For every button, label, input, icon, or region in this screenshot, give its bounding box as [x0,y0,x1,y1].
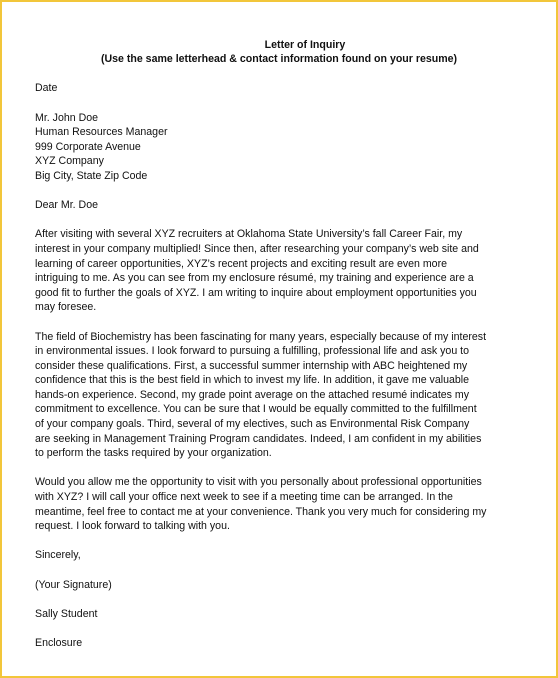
paragraph-line: hands-on experience. Second, my grade point average on the attached resumé indicates my [35,388,470,401]
letter-title: Letter of Inquiry [264,39,346,51]
paragraph-2 [35,330,527,461]
paragraph-line: request. I look forward to talking with you. [35,520,230,533]
paragraph-line: with XYZ? I will call your office next week to see if a meeting time can be arranged. In the [35,491,453,504]
signature-placeholder: (Your Signature) [35,578,112,591]
sender-name: Sally Student [35,607,98,620]
paragraph-line: interest in your company multiplied! Since then, after researching your company’s web site and [35,242,479,255]
paragraph-line: may foresee. [35,301,97,314]
paragraph-line: in environmental issues. I look forward to pursuing a fulfilling, professional life and ask you to [35,345,469,358]
paragraph-line: are seeking in Management Training Program candidates. Indeed, I am confident in my abilities [35,432,482,445]
recipient-title: Human Resources Manager [35,126,168,139]
paragraph-1 [35,227,527,315]
paragraph-line: intriguing to me. As you can see from my enclosure résumé, my training and experience are a [35,272,474,285]
paragraph-line: Would you allow me the opportunity to visit with you personally about professional opportunities [35,476,482,489]
date-line: Date [35,82,58,94]
recipient-company: XYZ Company [35,155,104,168]
recipient-name: Mr. John Doe [35,111,99,124]
paragraph-line: learning of career opportunities, XYZ’s recent projects and exciting result are even more [35,257,447,270]
paragraph-line: of your company goals. Third, several of my electives, such as Environmental Risk Company [35,418,470,431]
paragraph-3 [35,475,527,533]
closing: Sincerely, [35,549,81,562]
paragraph-line: commitment to excellence. You can be sure that I would be equally committed to the fulfillment [35,403,477,416]
paragraph-line: confidence that this is the best field in which to invest my life. In addition, it gave me valuable [35,374,469,387]
paragraph-line: meantime, feel free to contact me at your convenience. Thank you very much for considering my [35,505,487,518]
letter-body [35,81,527,651]
salutation: Dear Mr. Doe [35,199,98,212]
paragraph-line: to perform the tasks required by your organization. [35,447,272,460]
recipient-address [35,111,527,184]
letter-subtitle: (Use the same letterhead & contact information found on your resume) [100,53,458,65]
paragraph-line: consider these qualifications. First, a successful summer internship with ABC heightened my [35,359,468,372]
enclosure-note: Enclosure [35,636,83,649]
recipient-city: Big City, State Zip Code [35,169,148,182]
paragraph-line: good fit to further the goals of XYZ. I am writing to inquire about employment opportunities you [35,286,477,299]
recipient-street: 999 Corporate Avenue [35,140,141,153]
paragraph-line: The field of Biochemistry has been fascinating for many years, especially because of my interest [35,330,487,343]
letter-header [2,38,556,66]
paragraph-line: After visiting with several XYZ recruiters at Oklahoma State University’s fall Career Fair, my [35,228,463,241]
